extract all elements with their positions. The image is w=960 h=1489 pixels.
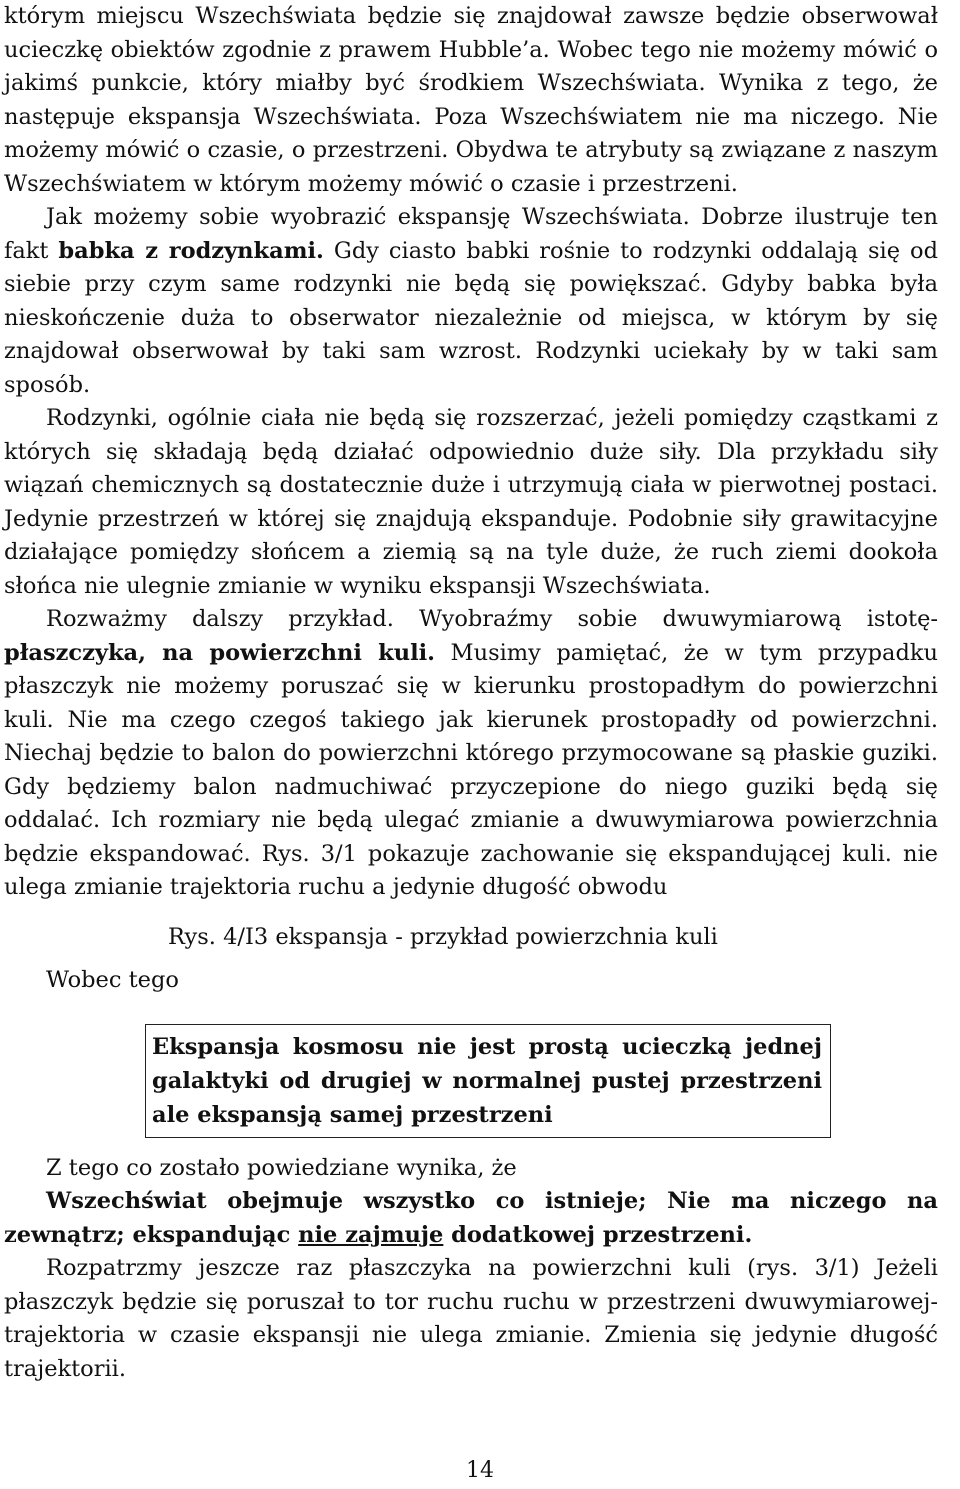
paragraph-7: Rozpatrzmy jeszcze raz płaszczyka na powierzchni kuli (rys. 3/1) Jeżeli płaszczyk będzie się poruszał to tor ruchu ruchu w przestrzeni dwuwymiarowej-trajektoria w czasie ekspansji nie ulega zmianie. Zmienia się jedynie długość trajektorii. — [4, 1255, 938, 1382]
paragraph-1: którym miejscu Wszechświata będzie się znajdował zawsze będzie obserwował ucieczkę obiektów zgodnie z prawem Hubble’a. Wobec tego nie możemy mówić o jakimś punkcie, który miałby być środkiem Wszechświata. Wynika z tego, że następuje ekspansja Wszechświata. Poza Wszechświatem nie ma niczego. Nie możemy mówić o czasie, o przestrzeni. Obydwa te atrybuty są związane z naszym Wszechświatem w którym możemy mówić o czasie i przestrzeni. — [4, 3, 938, 197]
document-body — [4, 0, 938, 905]
paragraph-6 — [4, 1185, 938, 1252]
paragraph-6-bold-a: Wszechświat obejmuje wszystko co istnieje; Nie ma niczego na zewnątrz; ekspandując — [4, 1188, 938, 1248]
boxed-statement: Ekspansja kosmosu nie jest prostą ucieczką jednej galaktyki od drugiej w normalnej pustej przestrzeni ale ekspansją samej przestrzeni — [145, 1024, 831, 1138]
paragraph-2 — [4, 201, 938, 402]
paragraph-2-text-b: Gdy ciasto babki rośnie to rodzynki oddalają się od siebie przy czym same rodzynki nie będą się powiększać. Gdyby babka była nieskończenie duża to obserwator niezależnie od miejsca, w którym by się znajdował obserwował by taki sam wzrost. Rodzynki uciekały by w taki sam sposób. — [4, 237, 938, 398]
paragraph-4 — [4, 603, 938, 905]
document-body-continued — [4, 1152, 938, 1387]
paragraph-4-text-a: Rozważmy dalszy przykład. Wyobraźmy sobie dwuwymiarową istotę- — [46, 606, 938, 632]
figure-caption: Rys. 4/I3 ekspansja - przykład powierzchnia kuli — [168, 923, 718, 950]
wobec-tego-label: Wobec tego — [46, 967, 179, 993]
paragraph-3: Rodzynki, ogólnie ciała nie będą się rozszerzać, jeżeli pomiędzy cząstkami z których się składają będą działać odpowiednio duże siły. Dla przykładu siły wiązań chemicznych są dostatecznie duże i utrzymują ciała w pierwotnej postaci. Jedynie przestrzeń w której się znajdują ekspanduje. Podobnie siły grawitacyjne działające pomiędzy słońcem a ziemią są na tyle duże, że ruch ziemi dookoła słońca nie ulegnie zmianie w wyniku ekspansji Wszechświata. — [4, 405, 938, 599]
paragraph-2-text-a: Jak możemy sobie wyobrazić ekspansję Wszechświata. Dobrze ilustruje ten fakt — [4, 204, 938, 264]
page-number: 14 — [466, 1458, 494, 1483]
paragraph-6-bold-underlined: nie zajmuje — [298, 1221, 444, 1248]
paragraph-4-bold: płaszczyka, na powierzchni kuli. — [4, 639, 435, 666]
paragraph-2-bold: babka z rodzynkami. — [58, 237, 324, 264]
paragraph-4-text-b: Musimy pamiętać, że w tym przypadku płaszczyk nie możemy poruszać się w kierunku prostopadłym do powierzchni kuli. Nie ma czego czegoś takiego jak kierunek prostopadły od powierzchni. Niechaj będzie to balon do powierzchni którego przymocowane są płaskie guziki. Gdy będziemy balon nadmuchiwać przyczepione do niego guziki będą się oddalać. Ich rozmiary nie będą ulegać zmianie a dwuwymiarowa powierzchnia będzie ekspandować. Rys. 3/1 pokazuje zachowanie się ekspandującej kuli. nie ulega zmianie trajektoria ruchu a jedynie długość obwodu — [4, 639, 938, 900]
paragraph-5: Z tego co zostało powiedziane wynika, że — [46, 1154, 517, 1181]
paragraph-6-bold-b: dodatkowej przestrzeni. — [443, 1221, 753, 1248]
